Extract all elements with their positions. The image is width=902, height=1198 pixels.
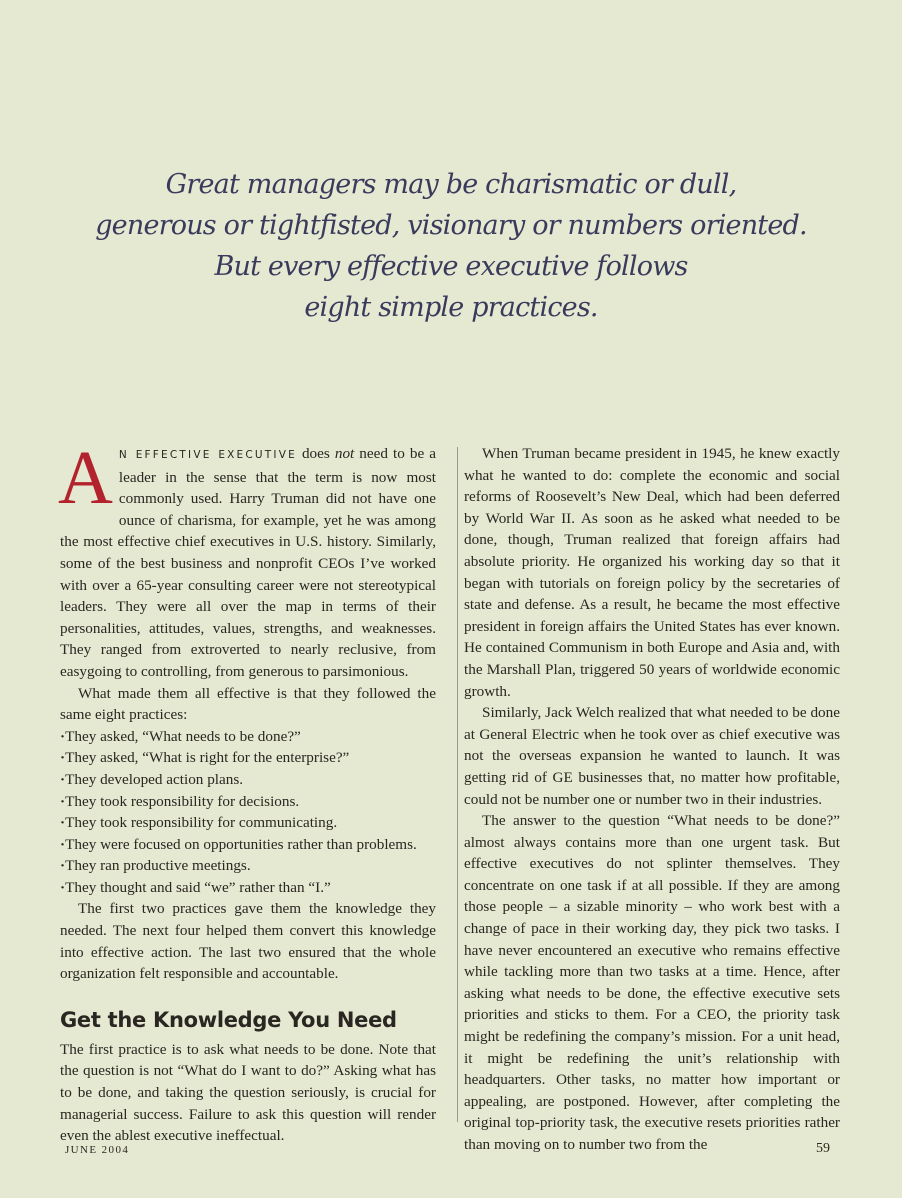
deck-line: generous or tightfisted, visionary or numbers oriented. bbox=[95, 210, 807, 241]
paragraph: Similarly, Jack Welch realized that what needed to be done at General Electric when he took over as chief executive was not the overseas expansion he wanted to launch. It was getting rid of GE businesses that, no matter how profitable, could not be number one or number two in their industries. bbox=[464, 704, 840, 808]
left-column bbox=[58, 436, 436, 1147]
deck-line: eight simple practices. bbox=[304, 292, 598, 323]
practices-list bbox=[60, 726, 436, 899]
deck-line: But every effective executive follows bbox=[214, 251, 688, 282]
paragraph: The answer to the question “What needs to be done?” almost always contains more than one urgent task. But effective executives do not splinter themselves. They concentrate on one task if at all possible. If they are among those people – a sizable minority – who work best with a change of pace in their working day, they pick two tasks. I have never encountered an executive who remains effective while tackling more than two tasks at a time. Hence, after asking what needs to be done, the effective executive sets priorities and sticks to them. For a CEO, the priority task might be redefining the company’s mission. For a unit head, it might be redefining the unit’s relationship with headquarters. Other tasks, no matter how important or appealing, are postponed. However, after completing the original top-priority task, the executive resets priorities rather than moving on to number two from the bbox=[464, 812, 840, 1153]
list-item: · They asked, “What needs to be done?” bbox=[60, 726, 436, 748]
list-item: · They asked, “What is right for the enterprise?” bbox=[60, 747, 436, 769]
emphasis: not bbox=[334, 445, 355, 462]
list-item: · They ran productive meetings. bbox=[60, 855, 436, 877]
list-item: · They were focused on opportunities rather than problems. bbox=[60, 834, 436, 856]
list-item: · They developed action plans. bbox=[60, 769, 436, 791]
pull-quote-deck bbox=[0, 164, 902, 328]
paragraph: The first practice is to ask what needs to be done. Note that the question is not “What do I want to do?” Asking what has to be done, and taking the question seriously, is crucial for managerial success. Failure to ask this question will render even the ablest executive ineffectual. bbox=[60, 1040, 436, 1145]
list-item: · They took responsibility for communicating. bbox=[60, 812, 436, 834]
right-column bbox=[464, 443, 840, 1156]
paragraph: What made them all effective is that they followed the same eight practices: bbox=[60, 684, 436, 724]
paragraph: The first two practices gave them the knowledge they needed. The next four helped them convert this knowledge into effective action. The last two ensured that the whole organization felt responsible and accountable. bbox=[60, 900, 436, 983]
paragraph: When Truman became president in 1945, he knew exactly what he wanted to do: complete the economic and social reforms of Roosevelt’s New Deal, which had been deferred by World War II. As soon as he asked what needed to be done, though, Truman realized that foreign affairs had absolute priority. He organized his working day so that it began with tutorials on foreign policy by the secretaries of state and defense. As a result, he became the most effective president in foreign affairs the United States has ever known. He contained Communism in both Europe and Asia and, with the Marshall Plan, triggered 50 years of worldwide economic growth. bbox=[464, 445, 840, 700]
opening-paragraph bbox=[58, 436, 436, 683]
lead-in: N EFFECTIVE EXECUTIVE bbox=[118, 449, 297, 461]
text-run: need to be a leader in the sense that the term is now most commonly used. Harry Truman did not have one ounce of charisma, for example, yet he was among the most effective chief executives in U.S. history. Similarly, some of the best business and nonprofit CEOs I’ve worked with over a 65-year consulting career were not stereotypical leaders. They were all over the map in terms of their personalities, attitudes, values, strengths, and weaknesses. They ranged from extroverted to nearly reclusive, from easygoing to controlling, from generous to parsimonious. bbox=[60, 445, 436, 680]
page-number: 59 bbox=[816, 1141, 830, 1156]
column-divider bbox=[457, 447, 458, 1122]
deck-line: Great managers may be charismatic or dull, bbox=[165, 169, 737, 200]
issue-date: JUNE 2004 bbox=[65, 1144, 130, 1156]
text-run: does bbox=[296, 445, 335, 462]
drop-cap: A bbox=[58, 436, 113, 520]
section-heading: Get the Knowledge You Need bbox=[60, 1007, 397, 1032]
list-item: · They thought and said “we” rather than “I.” bbox=[60, 877, 436, 899]
list-item: · They took responsibility for decisions. bbox=[60, 791, 436, 813]
